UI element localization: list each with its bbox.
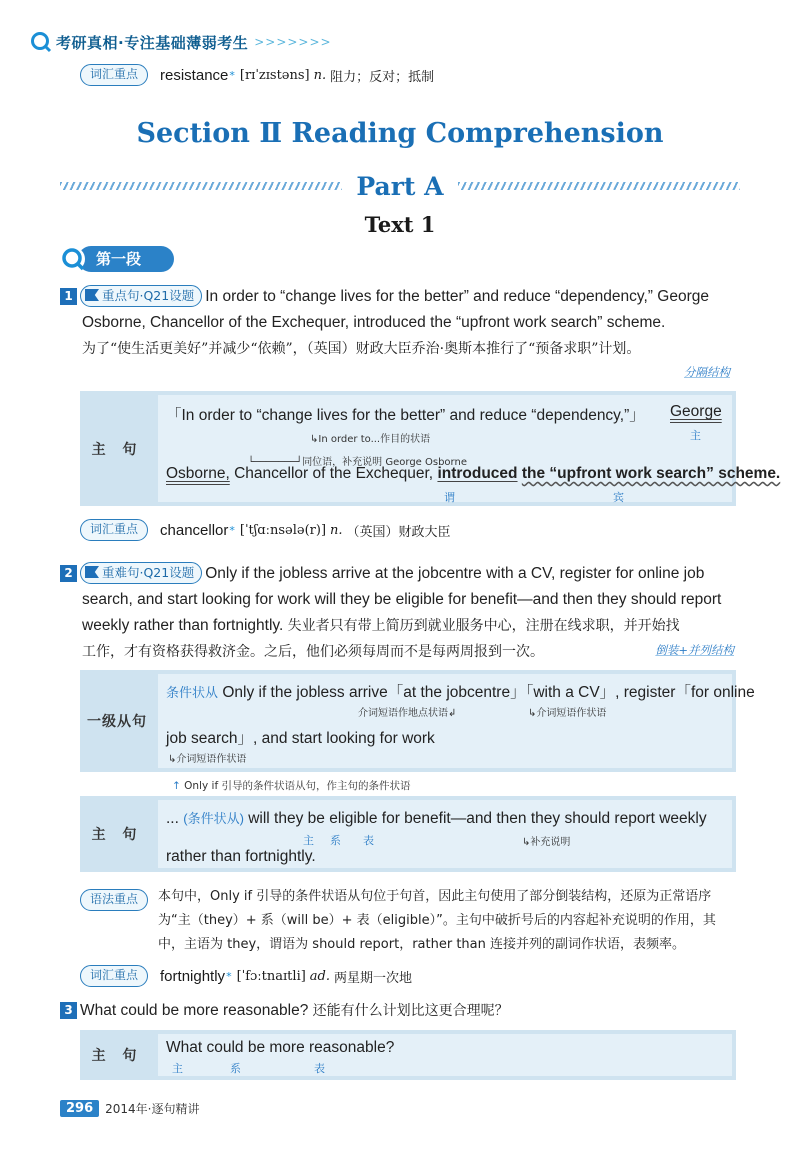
box-label: 主 句 bbox=[91, 441, 143, 458]
sentence-number: 2 bbox=[60, 565, 77, 582]
sentence-tag: 重点句·Q21设题 bbox=[80, 285, 202, 307]
box-label: 主 句 bbox=[91, 1048, 143, 1064]
sentence-text: Osborne, Chancellor of the Exchequer, introduced the “upfront work search” scheme. bbox=[82, 314, 666, 331]
box-content bbox=[158, 674, 755, 768]
subject: George bbox=[670, 403, 722, 420]
role-subject: 主 bbox=[690, 429, 701, 442]
role-predicative: 表 bbox=[314, 1062, 325, 1075]
role-subject: 主 bbox=[172, 1062, 183, 1075]
role-subject: 主 bbox=[303, 834, 314, 847]
vocab-word: fortnightly bbox=[160, 967, 226, 985]
sentence-tag: 重难句·Q21设题 bbox=[80, 562, 202, 584]
link-note: ↑ Only if 引导的条件状语从句，作主句的条件状语 bbox=[172, 780, 411, 792]
vocab-word: resistance bbox=[160, 66, 229, 84]
paragraph-label: 第一段 bbox=[78, 246, 174, 272]
box-line: 条件状从 Only if the jobless arrive「at the jobcentre」「with a CV」, register「for online bbox=[166, 684, 755, 701]
vocab-entry bbox=[80, 965, 412, 987]
box-line: What could be more reasonable? bbox=[166, 1039, 395, 1056]
grammar-tag: 语法重点 bbox=[80, 889, 148, 911]
footer-title: 2014年·逐句精讲 bbox=[105, 1102, 200, 1116]
vocab-tag: 词汇重点 bbox=[80, 519, 148, 541]
star-icon: * bbox=[229, 68, 235, 82]
analysis-box-3 bbox=[80, 796, 736, 872]
role-verb: 谓 bbox=[444, 491, 455, 504]
vocab-word: chancellor bbox=[160, 521, 229, 539]
box-line: Osborne, Chancellor of the Exchequer, introduced the “upfront work search” scheme. bbox=[166, 465, 781, 482]
sentence-translation: 还能有什么计划比这更合理呢？ bbox=[312, 1003, 509, 1019]
box-content bbox=[158, 800, 732, 868]
page-header bbox=[30, 30, 332, 54]
vocab-entry bbox=[80, 64, 434, 86]
sentence-1 bbox=[60, 284, 740, 362]
sentence-text: What could be more reasonable? bbox=[80, 1002, 309, 1019]
box-line: ... (条件状从) will they be eligible for benefit—and then they should report weekly bbox=[166, 810, 707, 827]
structure-label: 倒装+并列结构 bbox=[655, 643, 734, 657]
box-label: 一级从句 bbox=[87, 714, 147, 730]
analysis-box-2 bbox=[80, 670, 755, 772]
note: └───────┘同位语，补充说明 George Osborne bbox=[248, 457, 467, 468]
role-object: 宾 bbox=[613, 491, 624, 504]
sentence-3 bbox=[60, 998, 740, 1024]
page-number: 296 bbox=[60, 1100, 99, 1117]
sentence-number: 1 bbox=[60, 288, 77, 305]
paragraph-badge bbox=[60, 245, 180, 273]
box-content bbox=[158, 395, 781, 504]
part-heading bbox=[60, 168, 740, 204]
divider bbox=[458, 182, 740, 190]
box-line: 「In order to “change lives for the better” and reduce “dependency,”」 bbox=[166, 407, 645, 424]
sentence-text: Only if the jobless arrive at the jobcentre with a CV, register for online job bbox=[205, 565, 705, 582]
page-footer bbox=[60, 1100, 200, 1117]
section-title: Section Ⅱ Reading Comprehension bbox=[136, 118, 664, 149]
sentence-text: weekly rather than fortnightly. bbox=[82, 617, 284, 634]
role-predicative: 表 bbox=[363, 834, 374, 847]
vocab-pos: n. bbox=[313, 67, 327, 83]
note: 介词短语作地点状语↲ bbox=[358, 708, 457, 719]
note: ↳介词短语作状语 bbox=[168, 754, 247, 765]
flag-icon bbox=[85, 566, 99, 578]
magnifier-logo-icon bbox=[30, 31, 52, 53]
star-icon: * bbox=[229, 523, 235, 537]
sentence-2 bbox=[60, 561, 740, 665]
header-arrows: >>>>>>> bbox=[254, 35, 332, 49]
flag-icon bbox=[85, 289, 99, 301]
vocab-pos: ad. bbox=[309, 968, 331, 984]
vocab-meaning: （英国）财政大臣 bbox=[346, 524, 451, 540]
vocab-tag: 词汇重点 bbox=[80, 64, 148, 86]
sentence-text: search, and start looking for work will they be eligible for benefit—and then they should report bbox=[82, 591, 722, 608]
sentence-translation: 工作，才有资格获得救济金。之后，他们必须每周而不是每两周报到一次。 bbox=[82, 644, 544, 660]
vocab-phonetic: [ˈfɔːtnaɪtli] bbox=[236, 968, 306, 984]
analysis-box-1 bbox=[80, 391, 781, 506]
note: ↳补充说明 bbox=[522, 837, 571, 848]
sentence-text: In order to “change lives for the better” and reduce “dependency,” George bbox=[205, 288, 709, 305]
divider bbox=[60, 182, 342, 190]
vocab-entry bbox=[80, 519, 451, 541]
magnifier-icon bbox=[60, 246, 86, 272]
role-verb: 系 bbox=[330, 834, 341, 847]
brand-title: 考研真相·专注基础薄弱考生 bbox=[56, 33, 249, 52]
vocab-phonetic: [ˈtʃɑːnsələ(r)] bbox=[239, 522, 327, 538]
vocab-tag: 词汇重点 bbox=[80, 965, 148, 987]
sentence-number: 3 bbox=[60, 1002, 77, 1019]
analysis-box-4 bbox=[80, 1030, 736, 1080]
sentence-translation: 为了“使生活更美好”并减少“依赖”，（英国）财政大臣乔治·奥斯本推行了“预备求职”计划。 bbox=[82, 341, 641, 357]
structure-label: 分隔结构 bbox=[684, 365, 730, 379]
star-icon: * bbox=[226, 969, 232, 983]
box-line: job search」, and start looking for work bbox=[166, 730, 435, 747]
box-label: 主 句 bbox=[91, 827, 143, 843]
role-verb: 系 bbox=[230, 1062, 241, 1075]
vocab-phonetic: [rɪˈzɪstəns] bbox=[239, 67, 310, 83]
grammar-note: 本句中，Only if 引导的条件状语从句位于句首，因此主句使用了部分倒装结构，还原为正常语序为“主（they）+ 系（will be）+ 表（eligible）”。主句中破折号后的内容起补充说明的作用，其中，主语为 they，谓语为 should report，rather than 连接并列的副词作状语，表频率。 bbox=[158, 889, 716, 952]
vocab-meaning: 两星期一次地 bbox=[334, 970, 413, 986]
vocab-pos: n. bbox=[330, 522, 343, 538]
vocab-meaning: 阻力；反对；抵制 bbox=[330, 69, 435, 85]
note: ↳In order to...作目的状语 bbox=[310, 434, 431, 445]
sentence-translation: 失业者只有带上简历到就业服务中心，注册在线求职，并开始找 bbox=[287, 618, 680, 634]
box-line: rather than fortnightly. bbox=[166, 848, 316, 865]
note: ↳介词短语作状语 bbox=[528, 708, 607, 719]
box-content bbox=[158, 1034, 732, 1076]
text-title: Text 1 bbox=[364, 212, 436, 237]
part-title: Part A bbox=[356, 171, 444, 201]
